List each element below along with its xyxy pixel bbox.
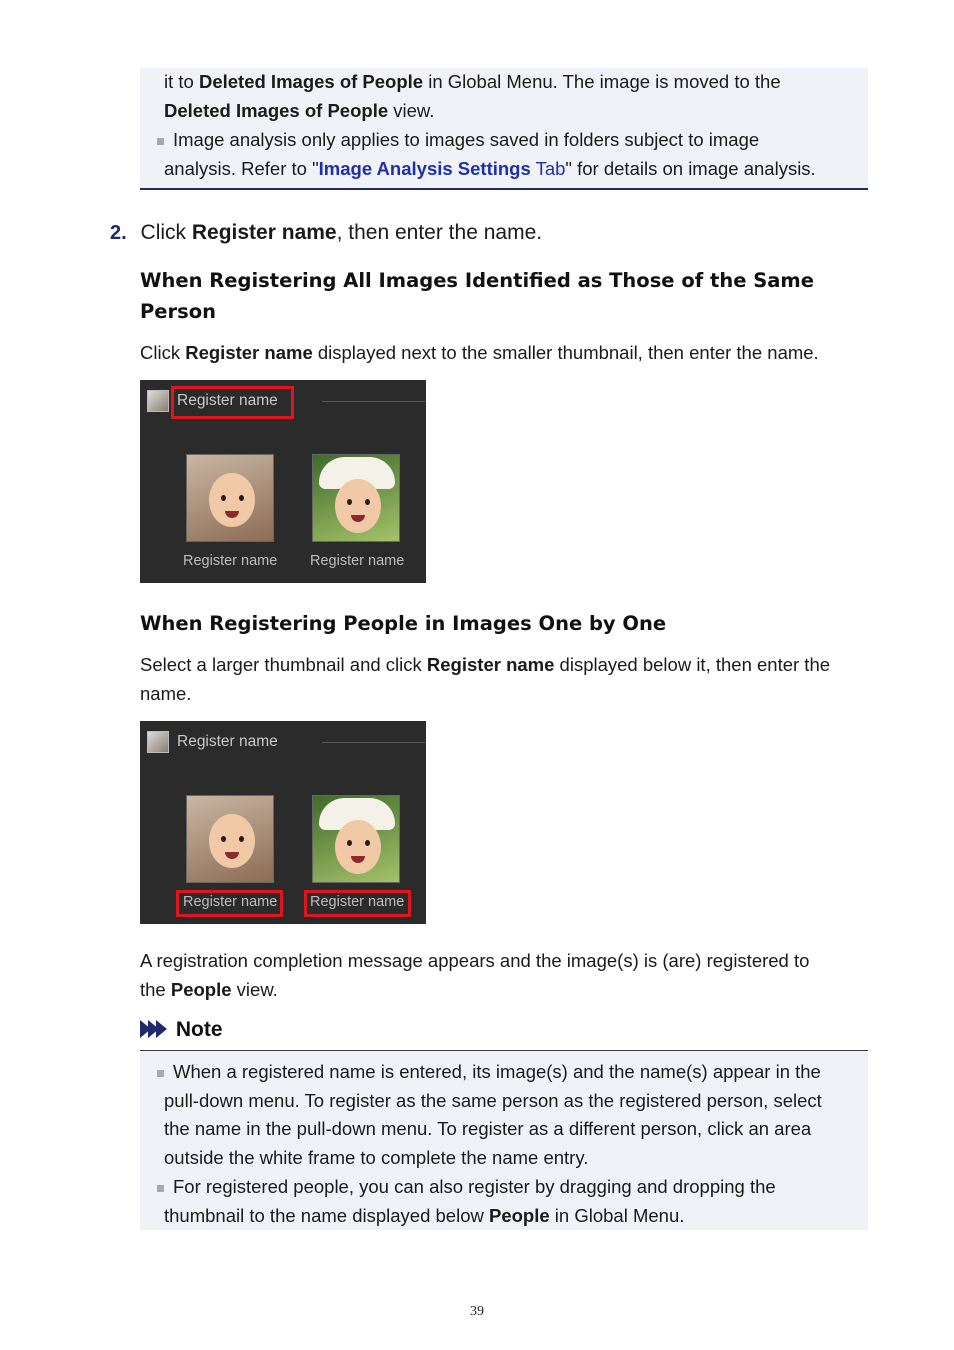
- section2-heading: When Registering People in Images One by One: [140, 612, 667, 635]
- step-2: 2. Click Register name, then enter the name.: [110, 221, 543, 244]
- section1-heading: When Registering All Images Identified as Those of the Same Person: [140, 269, 814, 323]
- note-bullet-2: For registered people, you can also register by dragging and dropping the: [157, 1172, 776, 1201]
- note-bullet-2-line2: thumbnail to the name displayed below People in Global Menu.: [164, 1205, 685, 1226]
- thumbnail-girl[interactable]: [186, 454, 274, 542]
- register-name-caption-2[interactable]: Register name: [310, 894, 405, 910]
- register-name-header[interactable]: Register name: [177, 392, 278, 409]
- completion-line2: the People view.: [140, 979, 278, 1000]
- top-note-line2: Deleted Images of People view.: [164, 100, 435, 121]
- register-name-header[interactable]: Register name: [177, 733, 278, 750]
- top-note-bullet: Image analysis only applies to images saved in folders subject to image: [157, 125, 759, 154]
- top-note-line1: it to Deleted Images of People in Global Menu. The image is moved to the: [164, 71, 781, 92]
- highlight-box: [171, 386, 294, 419]
- step-number: 2.: [110, 222, 127, 244]
- divider: [322, 401, 426, 402]
- completion-line1: A registration completion message appears and the image(s) is (are) registered to: [140, 950, 810, 971]
- person-icon: [147, 390, 169, 412]
- section1-text: Click Register name displayed next to the smaller thumbnail, then enter the name.: [140, 342, 819, 363]
- page-number: 39: [470, 1304, 484, 1319]
- register-name-caption-2[interactable]: Register name: [310, 553, 405, 569]
- highlight-box-2: [304, 890, 411, 917]
- register-name-caption-1[interactable]: Register name: [183, 553, 278, 569]
- top-note-bottom-rule: [140, 188, 868, 190]
- register-name-caption-1[interactable]: Register name: [183, 894, 278, 910]
- note-bullet-1: When a registered name is entered, its image(s) and the name(s) appear in the: [157, 1057, 821, 1086]
- bullet-icon: [157, 138, 164, 145]
- bullet-icon: [157, 1185, 164, 1192]
- note-bullet-1-line3: the name in the pull-down menu. To register as a different person, click an area: [164, 1118, 812, 1139]
- section2-text-line2: name.: [140, 683, 192, 704]
- image-analysis-settings-link[interactable]: Image Analysis Settings: [318, 158, 531, 179]
- screenshot-1: [140, 380, 426, 583]
- top-note-bullet-line2: analysis. Refer to "Image Analysis Settings Tab" for details on image analysis.: [164, 158, 816, 179]
- section2-text: Select a larger thumbnail and click Register name displayed below it, then enter the: [140, 654, 831, 675]
- screenshot-2: [140, 721, 426, 924]
- highlight-box-1: [176, 890, 283, 917]
- note-bullet-1-line4: outside the white frame to complete the name entry.: [164, 1147, 589, 1168]
- image-analysis-settings-tab-link[interactable]: Tab: [530, 158, 566, 179]
- bullet-icon: [157, 1070, 164, 1077]
- thumbnail-girl[interactable]: [186, 795, 274, 883]
- divider: [322, 742, 426, 743]
- note-chevron-icon: [140, 1018, 164, 1041]
- thumbnail-boy[interactable]: [312, 454, 400, 542]
- thumbnail-boy[interactable]: [312, 795, 400, 883]
- note-bullet-1-line2: pull-down menu. To register as the same person as the registered person, select: [164, 1090, 822, 1111]
- note-heading: Note: [140, 1018, 223, 1042]
- person-icon: [147, 731, 169, 753]
